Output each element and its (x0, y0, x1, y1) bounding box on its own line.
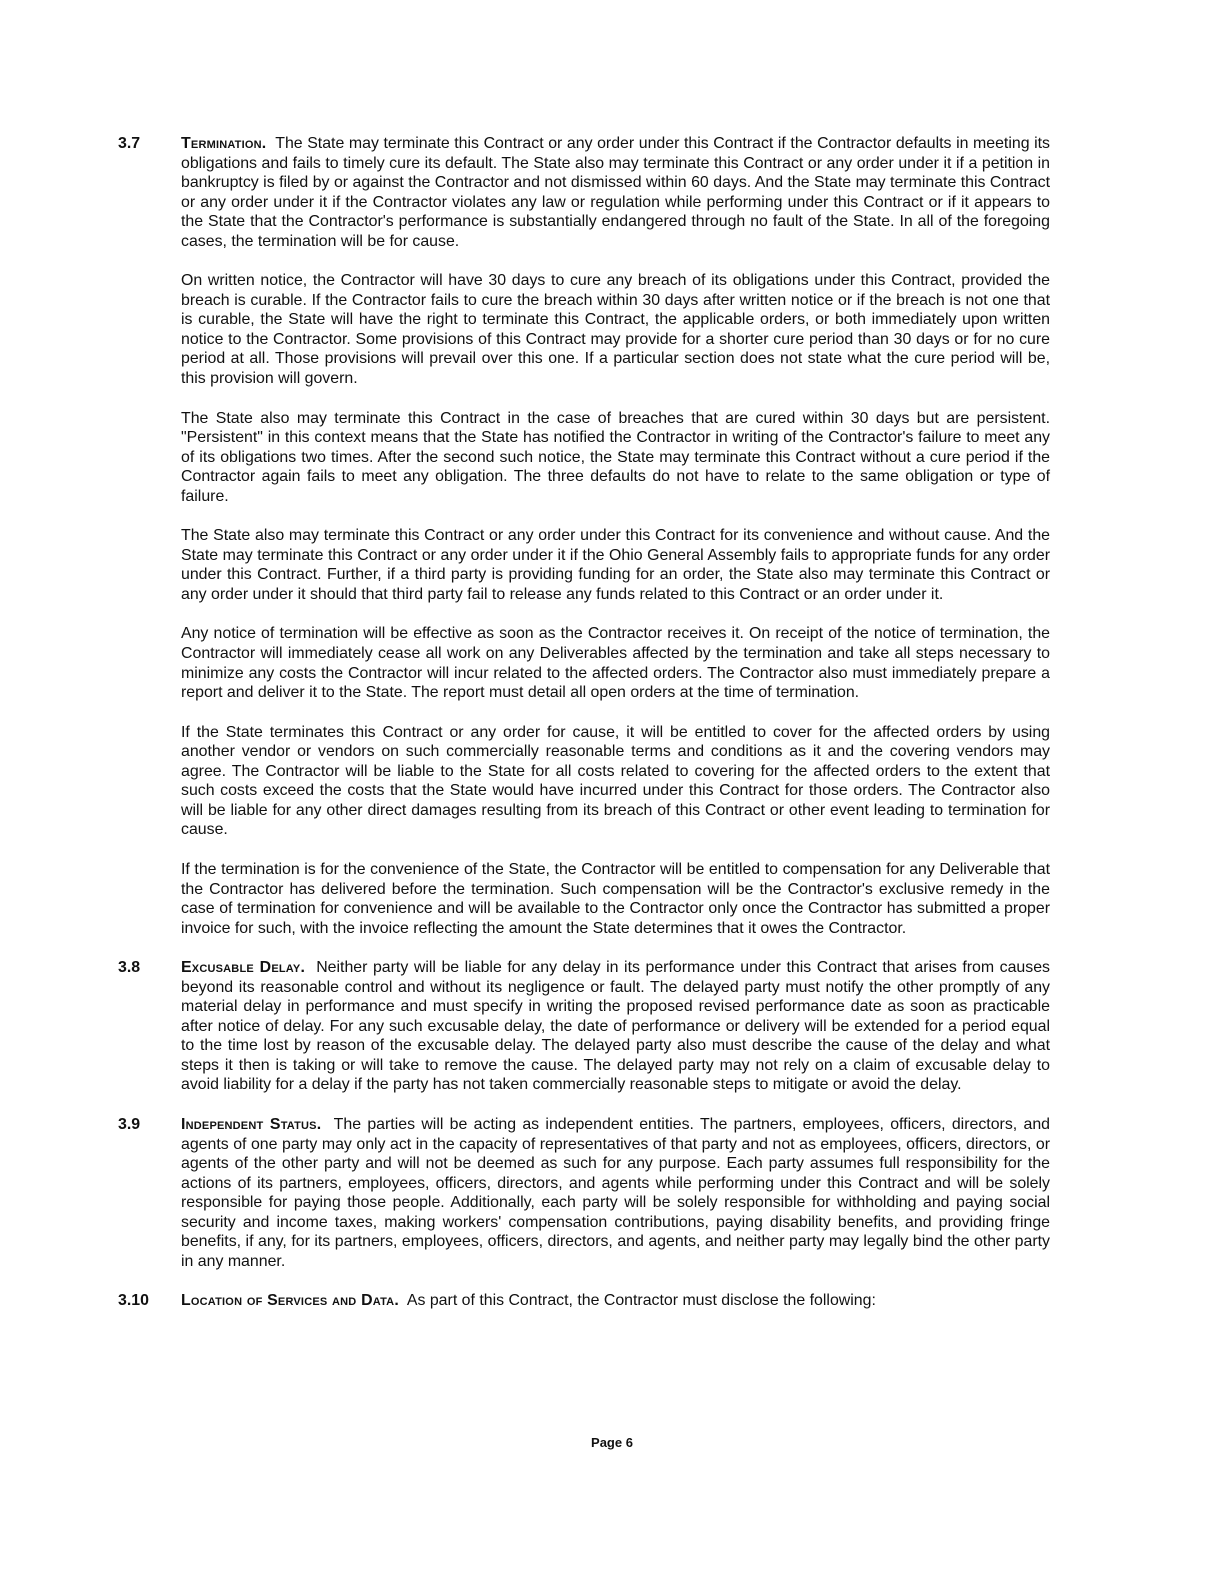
paragraph-text: Neither party will be liable for any delay in its performance under this Contract that arises from causes beyond its reasonable control and without its negligence or fault. The delayed party must notify the other promptly of any material delay in performance and must specify in writing the proposed revised performance date as soon as practicable after notice of delay. For any such excusable delay, the date of performance or delivery will be extended for a period equal to the time lost by reason of the excusable delay. The delayed party also must describe the cause of the delay and what steps it then is taking or will take to remove the cause. The delayed party may not rely on a claim of excusable delay to avoid liability for a delay if the party has not taken commercially reasonable steps to mitigate or avoid the delay. (181, 959, 1050, 1094)
paragraph: Any notice of termination will be effective as soon as the Contractor receives it. On receipt of the notice of termination, the Contractor will immediately cease all work on any Deliverables affected by the termination and take all steps necessary to minimize any costs the Contractor will incur related to the affected orders. The Contractor also must immediately prepare a report and deliver it to the State. The report must detail all open orders at the time of termination. (181, 625, 1050, 702)
paragraph (181, 1291, 1050, 1311)
section-3-7 (0, 134, 1224, 938)
section-heading: Location of Services and Data. (181, 1292, 399, 1310)
document-body (0, 134, 1224, 1331)
section-number: 3.10 (118, 1292, 149, 1310)
section-3-8 (0, 958, 1224, 1095)
paragraph-text: The State may terminate this Contract or any order under this Contract if the Contractor defaults in meeting its obligations and fails to timely cure its default. The State also may terminate this Contract or any order under it if a petition in bankruptcy is filed by or against the Contractor and not dismissed within 60 days. And the State may terminate this Contract or any order under it if the Contractor violates any law or regulation while performing under this Contract or if it appears to the State that the Contractor's performance is substantially endangered through no fault of the State. In all of the foregoing cases, the termination will be for cause. (181, 135, 1050, 250)
page-number: Page 6 (591, 1435, 633, 1450)
paragraph-text: The parties will be acting as independent entities. The partners, employees, officers, directors, and agents of one party may only act in the capacity of representatives of that party and not as employees, officers, directors, or agents of the other party and will not be deemed as such for any purpose. Each party assumes full responsibility for the actions of its partners, employees, officers, directors, and agents while performing under this Contract and will be solely responsible for paying those people. Additionally, each party will be solely responsible for withholding and paying social security and income taxes, making workers' compensation contributions, paying disability benefits, and providing fringe benefits, if any, for its partners, employees, officers, directors, and agents, and neither party may legally bind the other party in any manner. (181, 1115, 1050, 1270)
paragraph (181, 958, 1050, 1095)
paragraph: The State also may terminate this Contract in the case of breaches that are cured within 30 days but are persistent. "Persistent" in this context means that the State has notified the Contractor in writing of the Contractor's failure to meet any of its obligations two times. After the second such notice, the State may terminate this Contract without a cure period if the Contractor again fails to meet any obligation. The three defaults do not have to relate to the same obligation or type of failure. (181, 409, 1050, 505)
section-3-10 (0, 1291, 1224, 1311)
paragraph: On written notice, the Contractor will have 30 days to cure any breach of its obligations under this Contract, provided the breach is curable. If the Contractor fails to cure the breach within 30 days after written notice or if the breach is not one that is curable, the State will have the right to terminate this Contract, the applicable orders, or both immediately upon written notice to the Contractor. Some provisions of this Contract may provide for a shorter cure period than 30 days or for no cure period at all. Those provisions will prevail over this one. If a particular section does not state what the cure period will be, this provision will govern. (181, 272, 1050, 388)
paragraph: If the termination is for the convenience of the State, the Contractor will be entitled to compensation for any Deliverable that the Contractor has delivered before the termination. Such compensation will be the Contractor's exclusive remedy in the case of termination for convenience and will be available to the Contractor only once the Contractor has submitted a proper invoice for such, with the invoice reflecting the amount the State determines that it owes the Contractor. (181, 860, 1050, 937)
paragraph (181, 134, 1050, 251)
section-number: 3.8 (118, 959, 141, 977)
paragraph-text: As part of this Contract, the Contractor must disclose the following: (406, 1292, 876, 1310)
section-number: 3.7 (118, 135, 141, 152)
paragraph: If the State terminates this Contract or any order for cause, it will be entitled to cover for the affected orders by using another vendor or vendors on such commercially reasonable terms and conditions as it and the covering vendors may agree. The Contractor will be liable to the State for all costs related to covering for the affected orders to the extent that such costs exceed the costs that the State would have incurred under this Contract for those orders. The Contractor also will be liable for any other direct damages resulting from its breach of this Contract or other event leading to termination for cause. (181, 723, 1050, 839)
section-heading: Excusable Delay. (181, 959, 306, 977)
section-heading: Independent Status. (181, 1115, 322, 1133)
section-number: 3.9 (118, 1115, 141, 1133)
paragraph: The State also may terminate this Contract or any order under this Contract for its convenience and without cause. And the State may terminate this Contract or any order under it if the Ohio General Assembly fails to appropriate funds for any order under this Contract. Further, if a third party is providing funding for an order, the State also may terminate this Contract or any order under it should that third party fail to release any funds related to this Contract or an order under it. (181, 527, 1050, 603)
paragraph (181, 1115, 1050, 1271)
section-3-9 (0, 1115, 1224, 1271)
section-heading: Termination. (181, 135, 267, 152)
